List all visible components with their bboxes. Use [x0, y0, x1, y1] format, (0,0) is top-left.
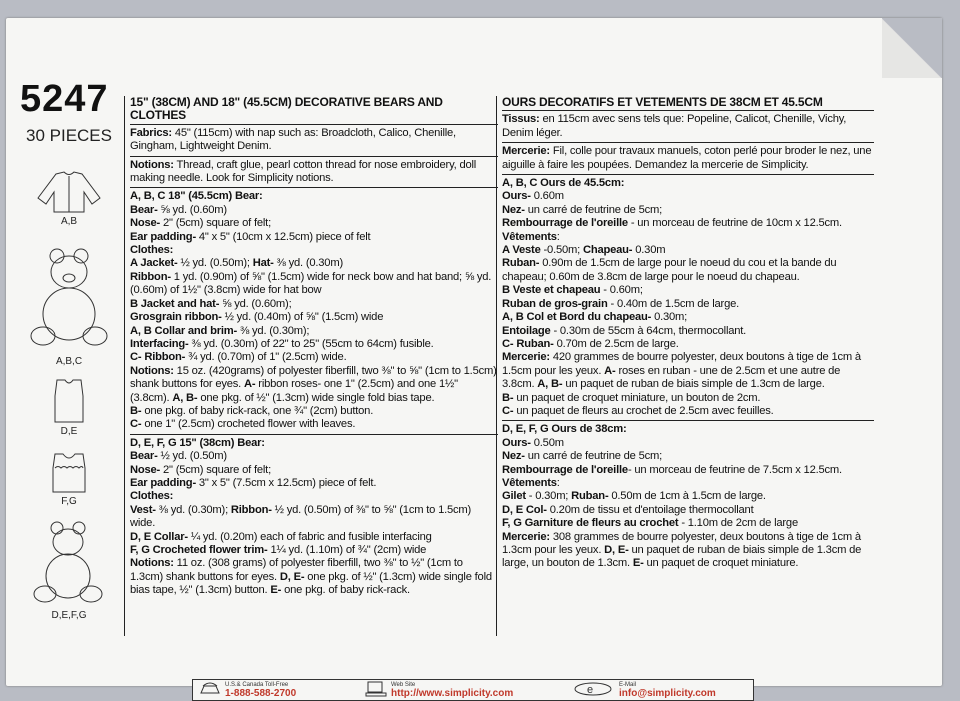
requirement-line: Bear- ⅝ yd. (0.60m) — [130, 203, 227, 216]
phone-number[interactable]: 1-888-588-2700 — [225, 688, 297, 699]
requirement-line: B Jacket and hat- ⅝ yd. (0.60m); — [130, 297, 292, 310]
requirement-line: F, G Crocheted flower trim- 1¼ yd. (1.10m) of ¾" (2cm) wide — [130, 544, 427, 556]
phone-contact[interactable] — [225, 682, 296, 699]
requirement-line: C- un paquet de fleurs au crochet de 2.5cm avec feuilles. — [502, 404, 774, 417]
french-fabrics: Tissus: en 115cm avec sens tels que: Popeline, Calicot, Chenille, Vichy, Denim léger. — [502, 111, 874, 143]
view-label-de: D,E — [60, 426, 78, 437]
requirement-line: Vest- ⅜ yd. (0.30m); — [130, 503, 231, 516]
requirement-line: Ours- 0.50m — [502, 436, 564, 449]
web-link[interactable]: http://www.simplicity.com — [391, 688, 514, 699]
vest-flower-trim-icon — [47, 450, 91, 496]
requirement-line: A Veste -0.50m; — [502, 244, 583, 257]
english-bear-15 — [130, 435, 498, 600]
requirement-line: D, E- one pkg. of ½" (1.3cm) wide single fold bias tape, ½" (1.3cm) button. — [130, 570, 492, 597]
requirement-line: D, E, F, G Ours de 38cm: — [502, 423, 627, 436]
requirement-line: A- roses en ruban - une de 2.5cm et une autre de 3.8cm. — [502, 364, 841, 391]
requirement-line: E- one pkg. of baby rick-rack. — [270, 584, 410, 597]
french-column — [502, 96, 874, 573]
requirement-line: F, G Garniture de fleurs au crochet - 1.10m de 2cm de large — [502, 517, 798, 530]
requirement-line: Rembourrage de l'oreille - un morceau de feutrine de 10cm x 12.5cm. — [502, 217, 842, 230]
requirement-line: C- Ruban- 0.70m de 2.5cm de large. — [502, 337, 679, 350]
requirement-line: D, E Col- 0.20m de tissu et d'entoilage thermocollant — [502, 503, 754, 516]
requirement-line: Rembourrage de l'oreille- un morceau de feutrine de 7.5cm x 12.5cm. — [502, 463, 842, 476]
view-bear-small — [24, 518, 114, 621]
requirement-line: Hat- ⅜ yd. (0.30m) — [252, 257, 343, 270]
column-divider-left — [124, 96, 125, 636]
requirement-line: D, E- un paquet de ruban de biais simple de 1.3cm de large, un bouton de 1.3cm. — [502, 544, 862, 570]
requirement-line: Ear padding- 4" x 5" (10cm x 12.5cm) piece of felt — [130, 230, 371, 243]
web-label: Web Site — [391, 682, 416, 688]
bear-small-drawing-icon — [27, 518, 111, 610]
requirement-line: Mercerie: 308 grammes de bourre polyester, deux boutons à tige de 1cm à 1.3cm pour les yeux. — [502, 530, 861, 556]
english-bear-18 — [130, 188, 498, 434]
requirement-line: Ribbon- 1 yd. (0.90m) of ⅝" (1.5cm) wide for neck bow and hat band; ⅝ yd. (0.60m) of 1½" (3.8cm) wide for hat bow — [130, 270, 492, 297]
french-notions: Mercerie: Fil, colle pour travaux manuels, coton perlé pour broder le nez, une aiguille à faire les poupées. Demandez la mercerie de Simplicity. — [502, 143, 874, 175]
requirement-line: Mercerie: 420 grammes de bourre polyester, deux boutons à tige de 1cm à 1.5cm pour les yeux. — [502, 351, 861, 377]
requirement-line: A, B, C 18" (45.5cm) Bear: — [130, 190, 263, 203]
requirement-line: A, B- un paquet de ruban de biais simple de 1.3cm de large. — [537, 378, 825, 391]
requirement-line: Nez- un carré de feutrine de 5cm; — [502, 450, 663, 463]
email-contact[interactable] — [619, 682, 716, 699]
requirement-line: D, E, F, G 15" (38cm) Bear: — [130, 436, 265, 449]
requirement-line: B- un paquet de croquet miniature, un bouton de 2cm. — [502, 391, 761, 404]
requirement-line: B- one pkg. of baby rick-rack, one ¾" (2cm) button. — [130, 404, 374, 417]
requirement-line: Nose- 2" (5cm) square of felt; — [130, 217, 271, 230]
folded-corner — [882, 18, 942, 78]
requirement-line: Ours- 0.60m — [502, 190, 564, 203]
view-vest-flowers — [24, 450, 114, 507]
email-icon — [573, 681, 613, 700]
french-title: OURS DECORATIFS ET VETEMENTS DE 38CM ET 45.5CM — [502, 96, 874, 111]
english-title: 15" (38CM) AND 18" (45.5CM) DECORATIVE BEARS AND CLOTHES — [130, 96, 498, 125]
jacket-drawing-icon — [34, 168, 104, 216]
email-address[interactable]: info@simplicity.com — [619, 688, 716, 699]
requirement-line: D, E Collar- ¼ yd. (0.20m) each of fabric and fusible interfacing — [130, 530, 432, 543]
english-fabrics: Fabrics: 45" (115cm) with nap such as: Broadcloth, Calico, Chenille, Gingham, Lightweight Denim. — [130, 125, 498, 157]
french-bear-15 — [502, 421, 874, 572]
requirement-line: B Veste et chapeau - 0.60m; — [502, 284, 643, 297]
requirement-line: Nose- 2" (5cm) square of felt; — [130, 463, 271, 476]
phone-icon — [199, 681, 221, 700]
view-label-abc: A,B,C — [55, 356, 83, 367]
requirement-line: A, B- one pkg. of ½" (1.3cm) wide single fold bias tape. — [172, 391, 435, 404]
bear-drawing-icon — [27, 246, 111, 356]
requirement-line: Ear padding- 3" x 5" (7.5cm x 12.5cm) piece of felt. — [130, 476, 377, 489]
piece-count: 30 PIECES — [26, 126, 112, 145]
requirement-line: Clothes: — [130, 244, 174, 257]
english-column — [130, 96, 498, 600]
requirement-line: A, B, C Ours de 45.5cm: — [502, 177, 625, 190]
requirement-line: Entoilage - 0.30m de 55cm à 64cm, thermocollant. — [502, 324, 747, 337]
requirement-line: Ruban- 0.50m de 1cm à 1.5cm de large. — [571, 490, 766, 503]
requirement-line: Interfacing- ⅜ yd. (0.30m) of 22" to 25" (55cm to 64cm) fusible. — [130, 337, 434, 350]
view-jacket — [24, 168, 114, 227]
pattern-envelope-back — [6, 18, 942, 699]
requirement-line: A, B Col et Bord du chapeau- 0.30m; — [502, 311, 688, 324]
requirement-line: A- ribbon roses- one 1" (2.5cm) and one 1½" (3.8cm). — [130, 378, 458, 404]
view-bear-large — [24, 246, 114, 367]
view-label-ab: A,B — [60, 216, 78, 227]
svg-text:e: e — [587, 684, 594, 696]
requirement-line: Nez- un carré de feutrine de 5cm; — [502, 203, 663, 216]
requirement-line: C- Ribbon- ¾ yd. (0.70m) of 1" (2.5cm) wide. — [130, 351, 347, 364]
requirement-line: Vêtements: — [502, 230, 560, 243]
requirement-line: Notions: 11 oz. (308 grams) of polyester fiberfill, two ⅜" to ½" (1cm to 1.3cm) shank buttons for eyes. — [130, 557, 463, 583]
computer-icon — [365, 681, 387, 700]
requirement-line: A, B Collar and brim- ⅜ yd. (0.30m); — [130, 324, 310, 337]
web-contact[interactable] — [391, 682, 513, 699]
email-label: E-Mail — [619, 682, 637, 688]
view-vest — [24, 376, 114, 437]
requirement-line: Vêtements: — [502, 476, 560, 489]
requirement-line: Clothes: — [130, 490, 174, 503]
vest-drawing-icon — [49, 376, 89, 426]
requirement-line: Ruban de gros-grain - 0.40m de 1.5cm de large. — [502, 297, 740, 310]
pattern-number: 5247 — [20, 78, 109, 120]
english-notions: Notions: Thread, craft glue, pearl cotton thread for nose embroidery, doll making needle. Look for Simplicity notions. — [130, 157, 498, 189]
contact-footer — [192, 679, 754, 701]
view-label-fg: F,G — [61, 496, 77, 507]
requirement-line: Gilet - 0.30m; — [502, 490, 572, 503]
requirement-line: E- un paquet de croquet miniature. — [632, 557, 799, 570]
french-bear-18 — [502, 175, 874, 421]
phone-label: U.S.& Canada Toll-Free — [225, 682, 289, 688]
requirement-line: Notions: 15 oz. (420grams) of polyester fiberfill, two ⅜" to ⅝" (1cm to 1.5cm) shank buttons for eyes. — [130, 364, 497, 391]
requirement-line: A Jacket- ½ yd. (0.50m); — [130, 257, 253, 270]
requirement-line: Chapeau- 0.30m — [582, 244, 666, 257]
requirement-line: Grosgrain ribbon- ½ yd. (0.40m) of ⅝" (1.5cm) wide — [130, 311, 384, 324]
requirement-line: Bear- ½ yd. (0.50m) — [130, 450, 227, 463]
view-label-defg: D,E,F,G — [51, 610, 87, 621]
requirement-line: Ribbon- ½ yd. (0.50m) of ⅜" to ⅝" (1cm to 1.5cm) wide. — [130, 503, 472, 530]
requirement-line: C- one 1" (2.5cm) crocheted flower with leaves. — [130, 418, 356, 431]
requirement-line: Ruban- 0.90m de 1.5cm de large pour le noeud du cou et la bande du chapeau; 0.60m de 3.8cm de large pour le noeud du chapeau. — [502, 257, 837, 283]
